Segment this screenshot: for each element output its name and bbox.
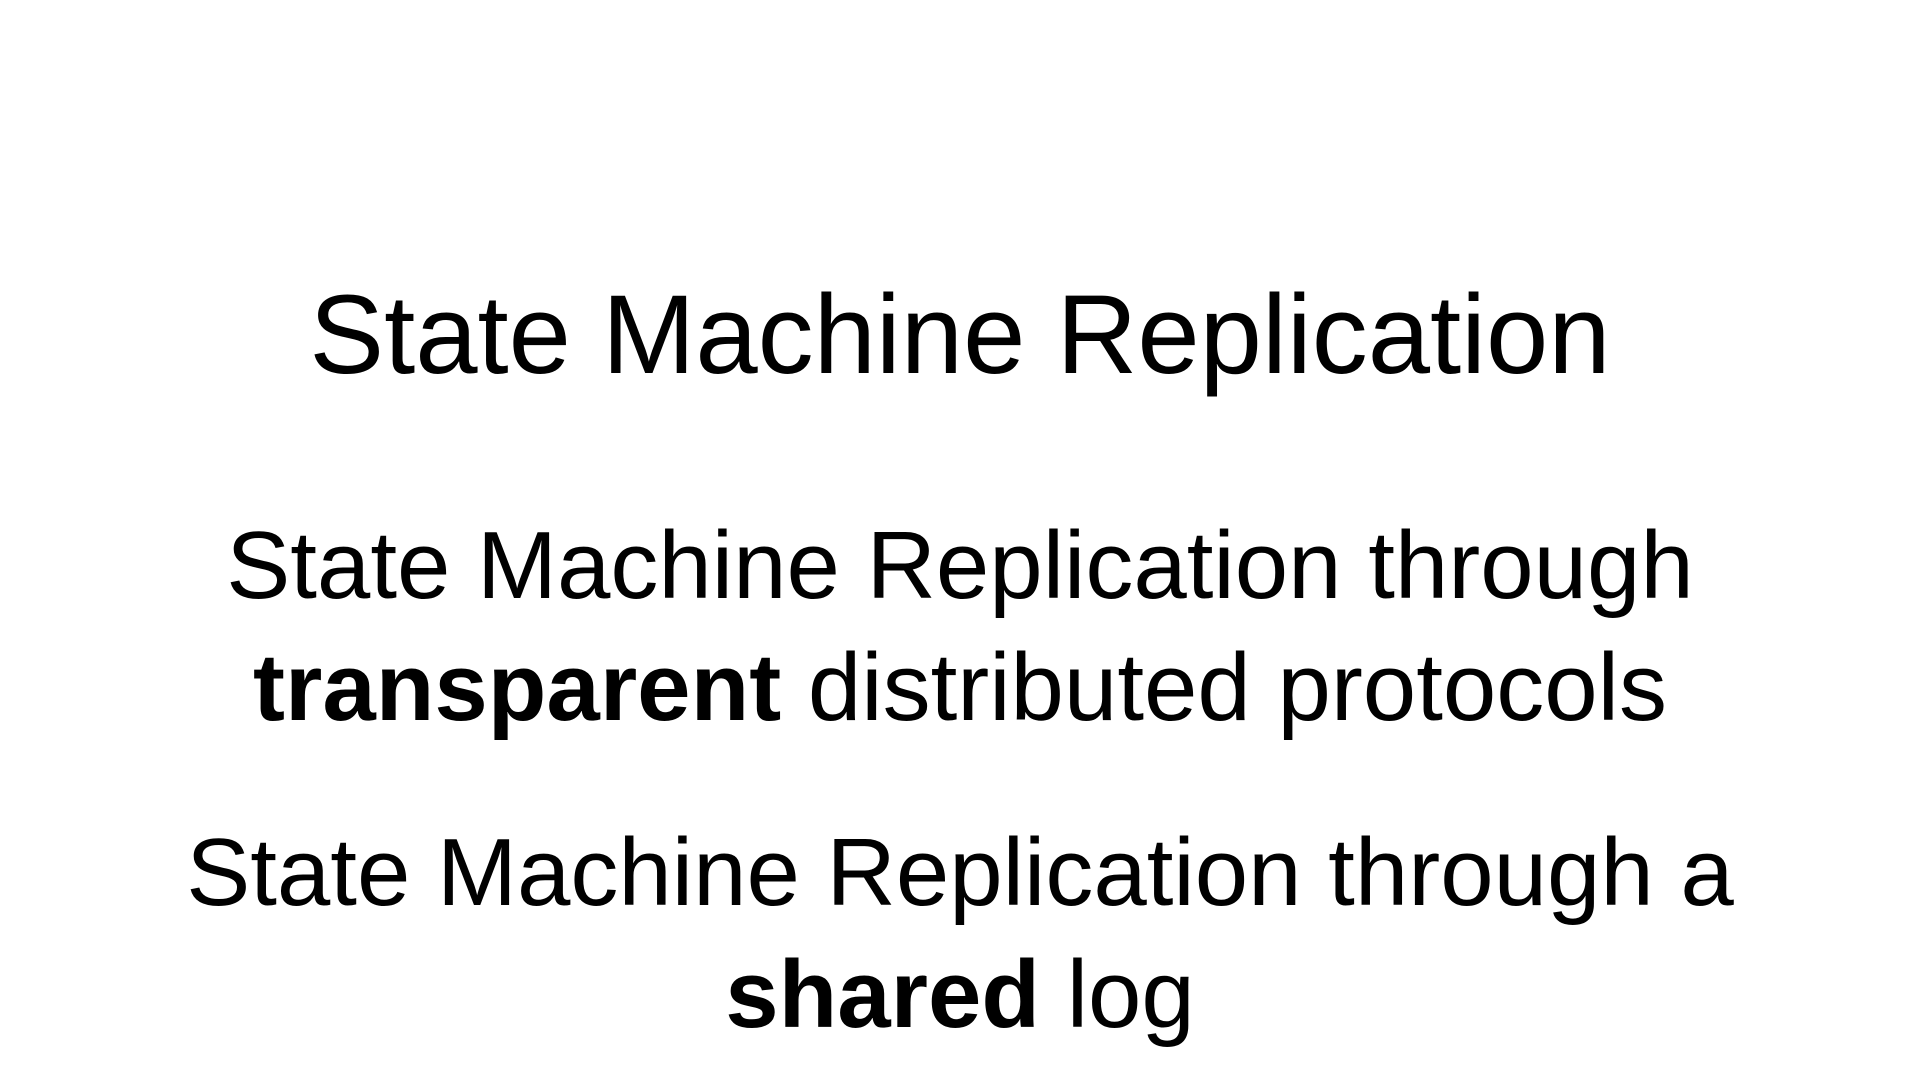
slide-title: State Machine Replication bbox=[309, 272, 1611, 397]
point2-line2 bbox=[0, 934, 1920, 1056]
point2-rest: log bbox=[1040, 941, 1195, 1048]
point-shared-log bbox=[0, 812, 1920, 1056]
point1-line2 bbox=[0, 627, 1920, 749]
point1-emphasis: transparent bbox=[253, 634, 782, 741]
point1-rest: distributed protocols bbox=[781, 634, 1667, 741]
point1-line1: State Machine Replication through bbox=[226, 512, 1694, 619]
point2-emphasis: shared bbox=[725, 941, 1041, 1048]
point-transparent-protocols bbox=[0, 505, 1920, 749]
point2-line1: State Machine Replication through a bbox=[186, 819, 1734, 926]
